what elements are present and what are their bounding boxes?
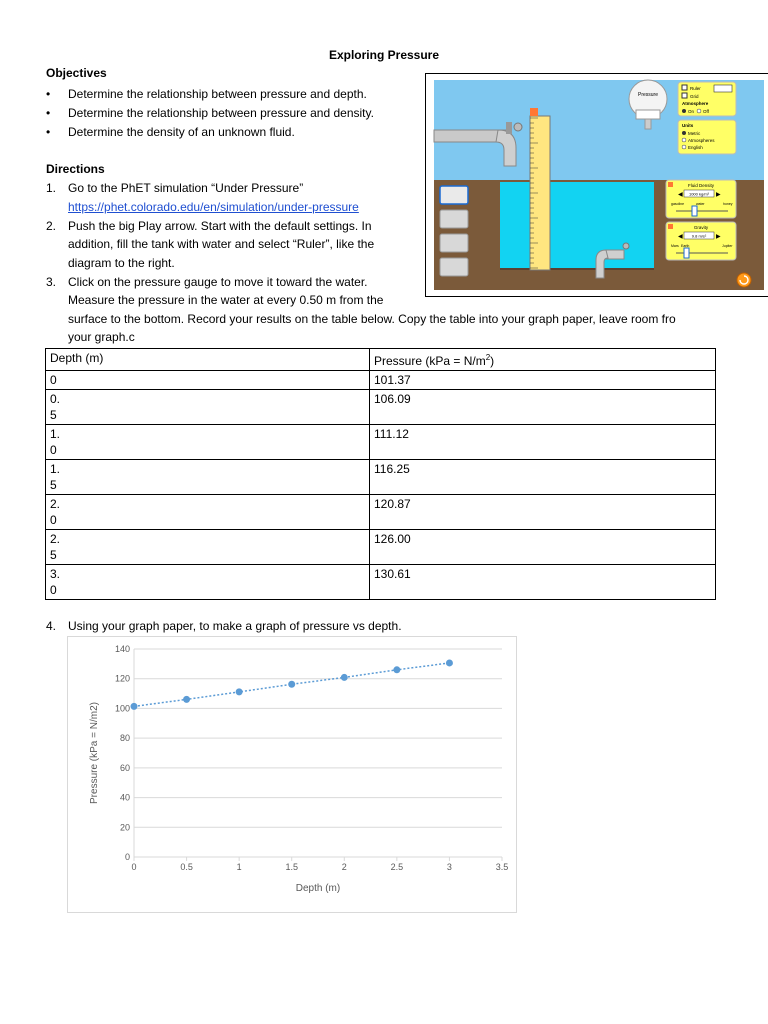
- y-tick-label: 80: [119, 733, 130, 744]
- units-panel: [678, 120, 736, 154]
- table-row: [46, 390, 716, 425]
- unit-metric-label[interactable]: Metric: [688, 131, 701, 136]
- grid-checkbox-label[interactable]: Grid: [690, 94, 699, 99]
- depth-cell: 1. 0: [46, 425, 370, 460]
- y-tick-label: 20: [119, 822, 130, 833]
- depth-cell: 3. 0: [46, 565, 370, 600]
- data-point: [446, 659, 453, 666]
- depth-cell: 0. 5: [46, 390, 370, 425]
- x-tick-label: 3.5: [495, 862, 509, 872]
- pressure-depth-chart: [67, 636, 517, 913]
- scene-thumbnail[interactable]: [440, 186, 468, 204]
- gravity-slider-handle[interactable]: [684, 248, 689, 258]
- density-slider-handle[interactable]: [692, 206, 697, 216]
- x-tick-label: 1: [236, 862, 242, 872]
- ruler[interactable]: [530, 108, 550, 270]
- pressure-table: [45, 348, 716, 600]
- table-row: [46, 565, 716, 600]
- data-point: [131, 703, 138, 710]
- gravity-tick-label: Mars: [671, 244, 679, 248]
- y-axis-label: Pressure (kPa = N/m2): [89, 702, 100, 804]
- y-tick-label: 140: [114, 644, 130, 654]
- table-row: [46, 425, 716, 460]
- step-text: Push the big Play arrow. Start with the default settings. In: [68, 219, 372, 233]
- ruler-close-icon[interactable]: [530, 108, 538, 116]
- step-number: 4.: [46, 619, 57, 633]
- gauge-label: Pressure: [637, 92, 659, 98]
- gravity-panel: [666, 222, 736, 260]
- step-number: 1.: [46, 181, 57, 195]
- phet-link[interactable]: https://phet.colorado.edu/en/simulation/under-pressure: [68, 200, 359, 214]
- fluid-density-panel: [666, 180, 736, 218]
- scene-thumbnail[interactable]: [440, 234, 468, 252]
- gravity-value: 9.8 m/s²: [691, 233, 707, 239]
- x-tick-label: 0.5: [180, 862, 193, 872]
- pressure-cell: 120.87: [370, 495, 716, 530]
- depth-cell: 2. 5: [46, 530, 370, 565]
- arrow-left-icon[interactable]: ◀: [678, 234, 683, 240]
- step-text: Using your graph paper, to make a graph of pressure vs depth.: [68, 619, 402, 633]
- density-tick-label: gasoline: [671, 202, 685, 206]
- depth-cell: 1. 5: [46, 460, 370, 495]
- x-tick-label: 3: [446, 862, 452, 872]
- x-axis-label: Depth (m): [295, 883, 341, 894]
- table-row: [46, 495, 716, 530]
- step-text: surface to the bottom. Record your results on the table below. Copy the table into your graph paper, leave room fro: [68, 312, 676, 326]
- gravity-tick-label: Earth: [681, 244, 690, 248]
- y-tick-label: 40: [119, 792, 130, 803]
- step-text: addition, fill the tank with water and select “Ruler”, like the: [68, 237, 375, 251]
- unit-english-label[interactable]: English: [688, 145, 703, 150]
- table-row: [46, 460, 716, 495]
- y-tick-label: 0: [124, 852, 130, 862]
- table-row: [46, 530, 716, 565]
- pressure-cell: 101.37: [370, 371, 716, 390]
- x-tick-label: 0: [131, 862, 137, 872]
- step-number: 3.: [46, 275, 57, 289]
- density-tick-label: water: [696, 202, 705, 206]
- x-tick-label: 1.5: [285, 862, 298, 872]
- data-point: [236, 688, 243, 695]
- pressure-cell: 106.09: [370, 390, 716, 425]
- options-panel: [678, 82, 736, 116]
- ruler-checkbox-label[interactable]: Ruler: [690, 86, 701, 91]
- table-header-row: [46, 349, 716, 371]
- data-point: [341, 674, 348, 681]
- step-text: diagram to the right.: [68, 256, 175, 270]
- atmosphere-label: Atmosphere: [682, 101, 709, 106]
- bullet-dot: •: [46, 87, 51, 101]
- step-number: 2.: [46, 219, 57, 233]
- chart-svg: [68, 637, 516, 912]
- bullet-dot: •: [46, 125, 51, 139]
- gravity-tick-label: Jupiter: [722, 244, 733, 248]
- atm-off-label[interactable]: Off: [703, 109, 709, 114]
- bullet-dot: •: [46, 106, 51, 120]
- fluid-density-label: Fluid Density: [687, 183, 715, 188]
- objective-item: Determine the density of an unknown fluid.: [68, 125, 295, 139]
- x-tick-label: 2.5: [390, 862, 404, 872]
- pressure-cell: 130.61: [370, 565, 716, 600]
- arrow-right-icon[interactable]: ▶: [716, 192, 721, 198]
- data-point: [183, 696, 190, 703]
- pressure-cell: 126.00: [370, 530, 716, 565]
- page-title: Exploring Pressure: [328, 48, 440, 62]
- depth-cell: 2. 0: [46, 495, 370, 530]
- atm-on-label[interactable]: On: [688, 109, 695, 114]
- units-label: Units: [682, 123, 694, 128]
- scene-thumbnail[interactable]: [440, 258, 468, 276]
- column-header: Depth (m): [46, 349, 370, 371]
- data-point: [288, 681, 295, 688]
- unit-atmospheres-label[interactable]: Atmospheres: [688, 138, 715, 143]
- x-tick-label: 2: [341, 862, 347, 872]
- step-text: Click on the pressure gauge to move it toward the water.: [68, 275, 368, 289]
- gravity-label: Gravity: [693, 225, 709, 230]
- arrow-right-icon[interactable]: ▶: [716, 234, 721, 240]
- y-tick-label: 60: [119, 762, 130, 773]
- pressure-cell: 116.25: [370, 460, 716, 495]
- water-tank: [500, 182, 654, 268]
- objective-item: Determine the relationship between pressure and depth.: [68, 87, 367, 101]
- step-text: your graph.c: [68, 330, 135, 344]
- table-row: [46, 371, 716, 390]
- density-tick-label: honey: [723, 202, 733, 206]
- objectives-heading: Objectives: [46, 66, 107, 80]
- step-text: Go to the PhET simulation “Under Pressure”: [68, 181, 304, 195]
- y-tick-label: 120: [114, 673, 130, 684]
- step-text: Measure the pressure in the water at every 0.50 m from the: [68, 293, 384, 307]
- data-point: [393, 666, 400, 673]
- directions-heading: Directions: [46, 162, 105, 176]
- scene-thumbnail[interactable]: [440, 210, 468, 228]
- depth-cell: 0: [46, 371, 370, 390]
- reset-button[interactable]: [737, 273, 751, 287]
- objective-item: Determine the relationship between pressure and density.: [68, 106, 374, 120]
- simulation-screenshot: [425, 73, 768, 297]
- y-tick-label: 100: [114, 703, 130, 714]
- pressure-cell: 111.12: [370, 425, 716, 460]
- arrow-left-icon[interactable]: ◀: [678, 192, 683, 198]
- fluid-density-value: 1000 kg/m³: [688, 191, 710, 197]
- column-header: Pressure $(kPa = N/m^2)$: [370, 349, 716, 371]
